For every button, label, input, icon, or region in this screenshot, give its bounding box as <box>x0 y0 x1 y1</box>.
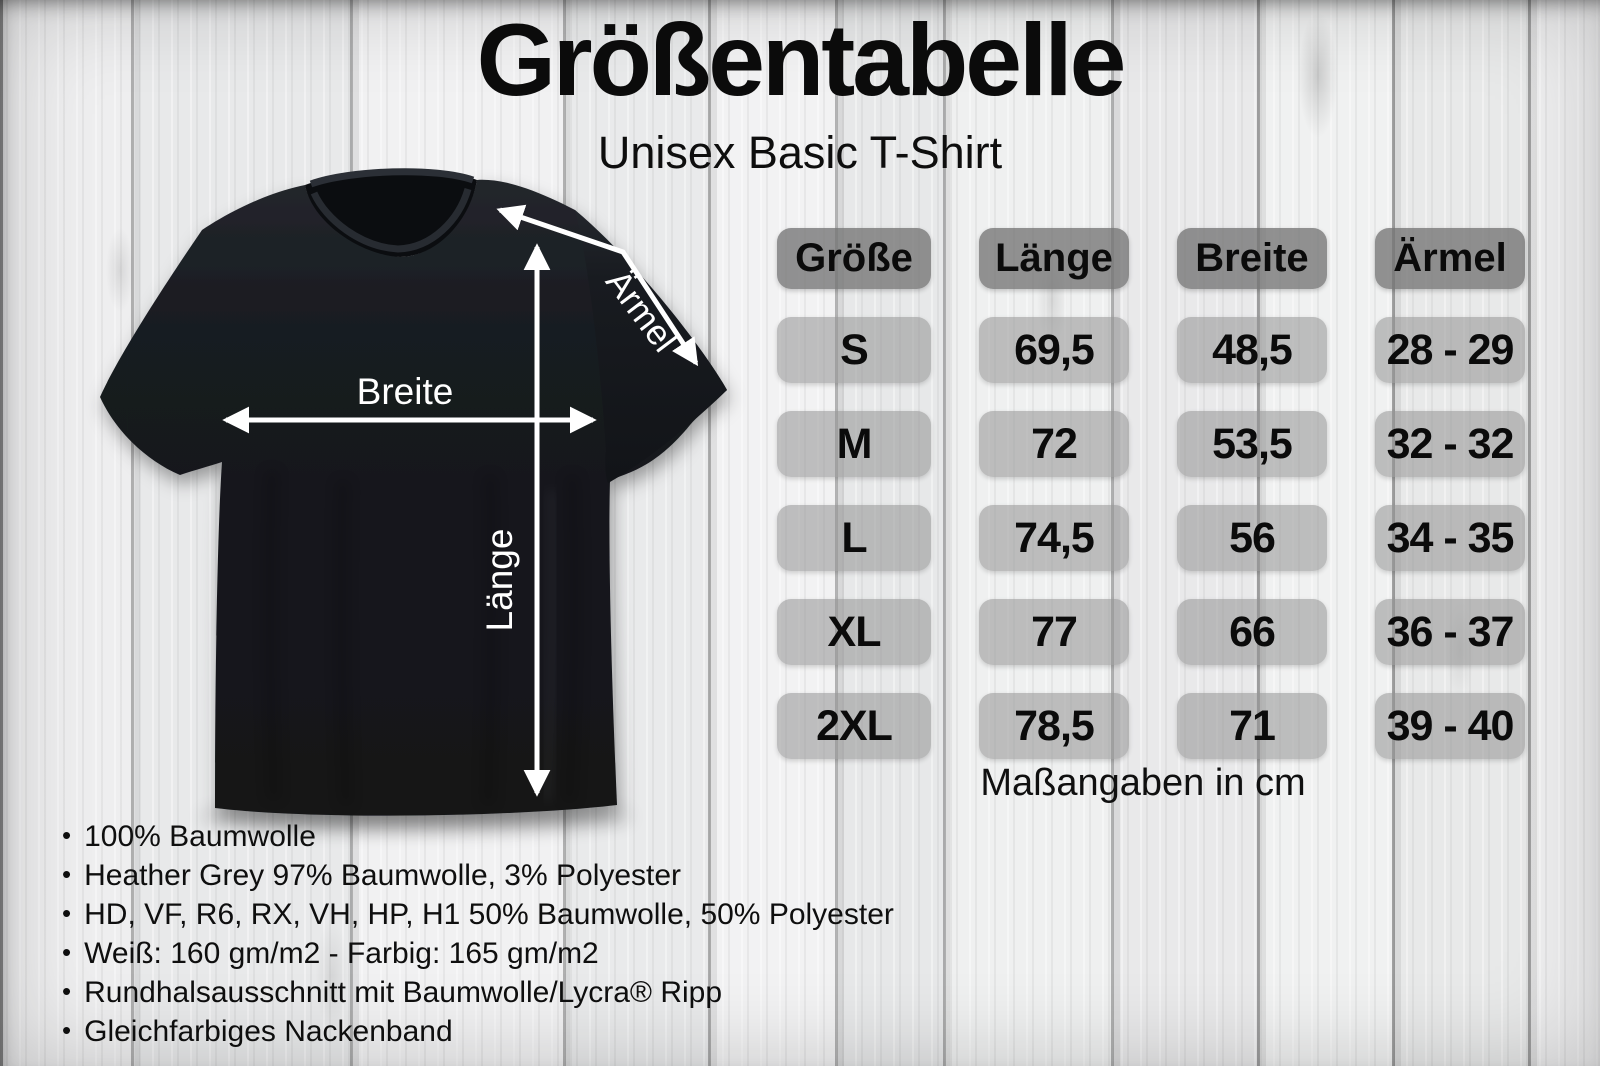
cell-m-sleeve: 32 - 32 <box>1375 411 1525 477</box>
cell-l-size: L <box>777 505 931 571</box>
units-note: Maßangaben in cm <box>980 762 1306 804</box>
size-table <box>777 228 1525 759</box>
fabric-highlight <box>547 490 553 800</box>
cell-xl-size: XL <box>777 599 931 665</box>
cell-xl-sleeve: 36 - 37 <box>1375 599 1525 665</box>
bullet-icon: • <box>62 1015 72 1045</box>
cell-xl-width: 66 <box>1177 599 1327 665</box>
detail-text: Rundhalsausschnitt mit Baumwolle/Lycra® Ripp <box>84 976 723 1009</box>
cell-s-sleeve: 28 - 29 <box>1375 317 1525 383</box>
cell-s-width: 48,5 <box>1177 317 1327 383</box>
bullet-icon: • <box>62 976 72 1006</box>
cell-l-length: 74,5 <box>979 505 1129 571</box>
product-details-list <box>62 820 894 1054</box>
cell-2xl-sleeve: 39 - 40 <box>1375 693 1525 759</box>
detail-text: Heather Grey 97% Baumwolle, 3% Polyester <box>84 859 682 892</box>
cell-2xl-width: 71 <box>1177 693 1327 759</box>
cell-s-length: 69,5 <box>979 317 1129 383</box>
page-subtitle: Unisex Basic T-Shirt <box>597 127 1003 178</box>
length-arrow-label: Länge <box>479 528 520 632</box>
cell-l-sleeve: 34 - 35 <box>1375 505 1525 571</box>
detail-text: Gleichfarbiges Nackenband <box>84 1015 453 1048</box>
col-header-size: Größe <box>777 228 931 289</box>
width-arrow-label: Breite <box>356 371 454 412</box>
list-item <box>62 820 894 859</box>
cell-2xl-length: 78,5 <box>979 693 1129 759</box>
bullet-icon: • <box>62 859 72 889</box>
list-item <box>62 937 894 976</box>
detail-text: Weiß: 160 gm/m2 - Farbig: 165 gm/m2 <box>84 937 599 970</box>
col-header-sleeve: Ärmel <box>1375 228 1525 289</box>
bullet-icon: • <box>62 820 72 850</box>
list-item <box>62 898 894 937</box>
detail-text: 100% Baumwolle <box>84 820 316 853</box>
sleeve-arrow-label: Ärmel <box>598 262 685 360</box>
cell-m-length: 72 <box>979 411 1129 477</box>
cell-m-width: 53,5 <box>1177 411 1327 477</box>
cell-xl-length: 77 <box>979 599 1129 665</box>
bullet-icon: • <box>62 898 72 928</box>
cell-l-width: 56 <box>1177 505 1327 571</box>
cell-s-size: S <box>777 317 931 383</box>
tshirt-measurement-diagram <box>60 160 760 860</box>
list-item <box>62 976 894 1015</box>
list-item <box>62 859 894 898</box>
list-item <box>62 1015 894 1054</box>
cell-2xl-size: 2XL <box>777 693 931 759</box>
col-header-length: Länge <box>979 228 1129 289</box>
page-title: Größentabelle <box>476 3 1124 117</box>
col-header-width: Breite <box>1177 228 1327 289</box>
bullet-icon: • <box>62 937 72 967</box>
detail-text: HD, VF, R6, RX, VH, HP, H1 50% Baumwolle, 50% Polyester <box>84 898 894 931</box>
cell-m-size: M <box>777 411 931 477</box>
